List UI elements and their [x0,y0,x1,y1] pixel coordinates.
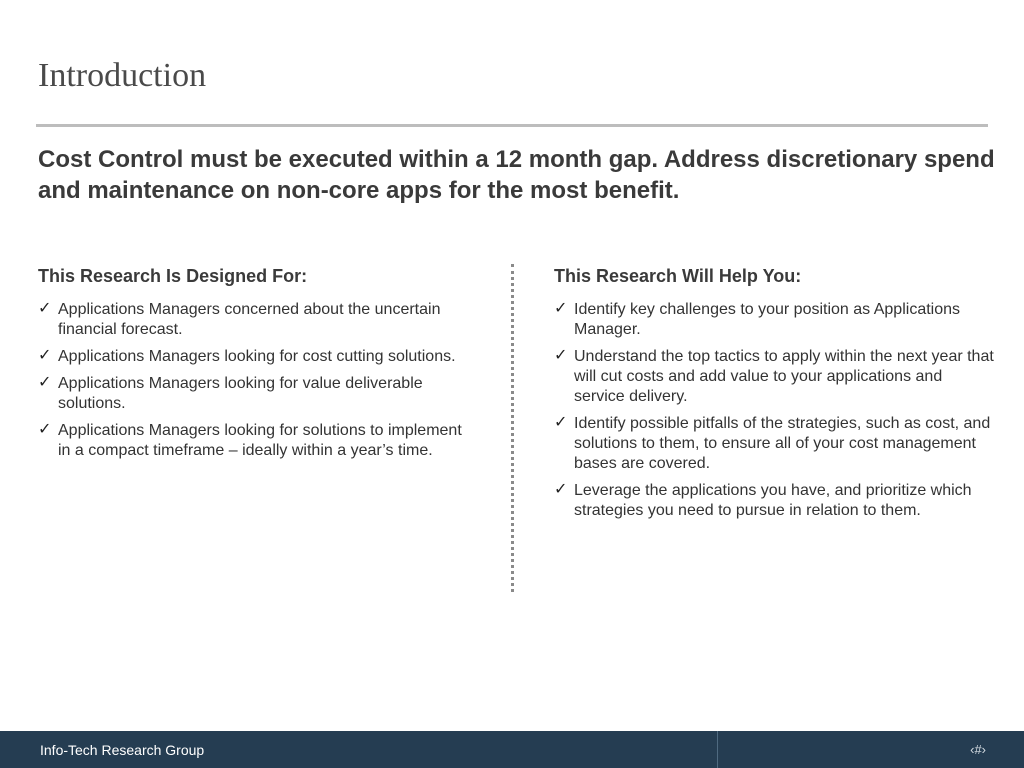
help-you-heading: This Research Will Help You: [554,266,802,286]
list-item [38,300,478,340]
page-number: ‹#› [970,742,986,757]
title-divider [36,124,988,127]
slide-headline: Cost Control must be executed within a 12 month gap. Address discretionary spend and maintenance on non-core apps for the most benefit. [38,146,995,204]
list-item-text: Applications Managers looking for value deliverable solutions. [58,375,423,412]
list-item [554,347,994,407]
checkmark-icon: ✓ [554,347,568,364]
help-you-column [554,264,994,528]
footer-divider [717,731,718,768]
list-item-text: Understand the top tactics to apply within the next year that will cut costs and add value to your applications and service delivery. [574,348,994,405]
checkmark-icon: ✓ [38,374,52,391]
list-item [554,414,994,474]
footer-brand: Info-Tech Research Group [40,742,205,758]
checkmark-icon: ✓ [38,421,52,438]
help-you-list [554,300,994,521]
checkmark-icon: ✓ [38,300,52,317]
list-item [38,347,478,367]
list-item [38,421,478,461]
footer-bar [0,731,1024,768]
list-item-text: Leverage the applications you have, and prioritize which strategies you need to pursue in relation to them. [574,482,972,519]
checkmark-icon: ✓ [38,347,52,364]
column-divider [511,264,514,592]
checkmark-icon: ✓ [554,481,568,498]
list-item-text: Applications Managers looking for cost cutting solutions. [58,348,456,365]
designed-for-heading: This Research Is Designed For: [38,266,308,286]
checkmark-icon: ✓ [554,414,568,431]
checkmark-icon: ✓ [554,300,568,317]
list-item-text: Applications Managers looking for solutions to implement in a compact timeframe – ideally within a year’s time. [58,422,462,459]
list-item-text: Applications Managers concerned about the uncertain financial forecast. [58,301,441,338]
list-item-text: Identify key challenges to your position as Applications Manager. [574,301,961,338]
designed-for-list [38,300,478,461]
list-item [38,374,478,414]
list-item-text: Identify possible pitfalls of the strategies, such as cost, and solutions to them, to ensure all of your cost management bases are covered. [574,415,991,472]
list-item [554,300,994,340]
list-item [554,481,994,521]
page-title: Introduction [38,57,207,94]
designed-for-column [38,264,478,468]
